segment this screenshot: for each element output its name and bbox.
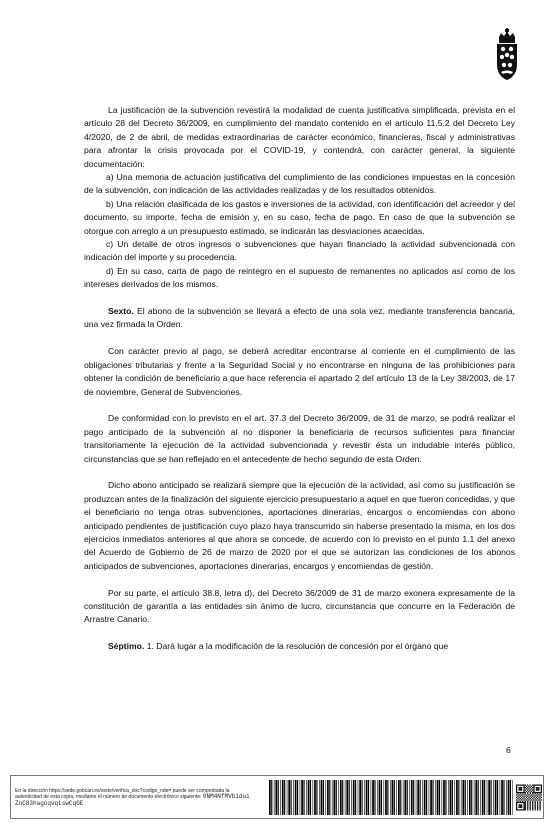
paragraph-advance-conditions: Dicho abono anticipado se realizará siempre que la ejecución de la actividad, así como su justificación se produzcan antes de la finalización del siguiente ejercicio presupuestario a aquel en que fueron concedidas, y que el beneficiario no tenga otras subvenciones, aportaciones dinerarias, encargos o encomiendas con abono anticipado pendientes de justificación cuyo plazo haya transcurrido sin haberse presentado la misma, en los dos ejercicios inmediatos anteriores al que ahora se concede, de acuerdo con lo previsto en el punto 1.1 del anexo del Acuerdo de Gobierno de 26 de marzo de 2020 por el que se autorizan las condiciones de los abonos anticipados de subvenciones, aportaciones dinerarias, encargos y encomiendas de gestión. xyxy=(84,480,515,571)
verification-footer xyxy=(10,775,544,819)
paragraph-sexto xyxy=(84,305,515,332)
paragraph-guarantee-exemption: Por su parte, el artículo 38.8, letra d), del Decreto 36/2009 de 31 de marzo exonera expresamente de la constitución de garantía a las entidades sin ánimo de lucro, circunstancia que concurre en la Federación de Arrastre Canario. xyxy=(84,587,515,625)
verification-text: En la dirección https://sede.gobcan.es/sede/verifica_doc?codigo_nde= puede ser comprobada la autenticidad de esta copia, mediante el número de documento electrónico siguiente: xyxy=(15,788,230,801)
coat-of-arms-icon xyxy=(494,28,520,82)
qr-code-icon xyxy=(516,780,542,815)
list-item-a: a) Una memoria de actuación justificativa del cumplimiento de las condiciones impuestas en la concesión de la subvención, con indicación de las actividades realizadas y de los resultados obtenidos. xyxy=(84,172,515,196)
verification-note xyxy=(15,788,255,807)
heading-septimo: Séptimo. xyxy=(108,641,145,652)
document-body xyxy=(84,104,515,654)
list-item-b: b) Una relación clasificada de los gastos e inversiones de la actividad, con identificación del acreedor y del documento, su importe, fecha de emisión y, en su caso, fecha de pago. En caso de que la subvención se otorgue con arreglo a un presupuesto estimado, se indicarán las desviaciones acaecidas. xyxy=(84,198,515,236)
paragraph-septimo-text: 1. Dará lugar a la modificación de la resolución de concesión por el órgano que xyxy=(146,641,449,652)
list-item-c: c) Un detalle de otros ingresos o subvenciones que hayan financiado la actividad subvencionada con indicación del importe y su procedencia. xyxy=(84,239,515,263)
page-number: 6 xyxy=(506,745,511,755)
paragraph-prior-payment: Con carácter previo al pago, se deberá acreditar encontrarse al corriente en el cumplimiento de las obligaciones tributarias y frente a la Seguridad Social y no encontrarse en ninguna de las prohibiciones para obtener la condición de beneficiario a que hace referencia el apartado 2 del artículo 13 de la Ley 38/2003, de 17 de noviembre, General de Subvenciones. xyxy=(84,346,515,397)
paragraph-sexto-text: El abono de la subvención se llevará a efecto de una sola vez, mediante transferencia bancaria, una vez firmada la Orden. xyxy=(84,306,516,330)
paragraph-justification: La justificación de la subvención revestirá la modalidad de cuenta justificativa simplificada, prevista en el artículo 28 del Decreto 36/2009, en cumplimiento del mandato contenido en el artículo 11.5.2 del Decreto Ley 4/2020, de 2 de abril, de medidas extraordinarias de carácter económico, financieras, fiscal y administrativas para afrontar la crisis provocada por el COVID-19, y contendrá, con carácter general, la siguiente documentación: xyxy=(84,105,515,169)
barcode-icon xyxy=(269,780,513,815)
heading-sexto: Sexto. xyxy=(108,306,134,317)
document-code[interactable]: 0NM4NfMVb1dui ZnC83hagoqvqLswCqGE xyxy=(15,793,250,807)
paragraph-septimo xyxy=(84,640,515,653)
paragraph-advance-payment: De conformidad con lo previsto en el art. 37.3 del Decreto 36/2009, de 31 de marzo, se podrá realizar el pago anticipado de la subvención al no disponer la beneficiaria de recursos suficientes para financiar transitoriamente la ejecución de la actividad subvencionada y revestir ésta un indudable interés público, circunstancias que se han reflejado en el antecedente de hecho segundo de esta Orden. xyxy=(84,413,515,464)
list-item-d: d) En su caso, carta de pago de reintegro en el supuesto de remanentes no aplicados así como de los intereses derivados de los mismos. xyxy=(84,265,515,290)
